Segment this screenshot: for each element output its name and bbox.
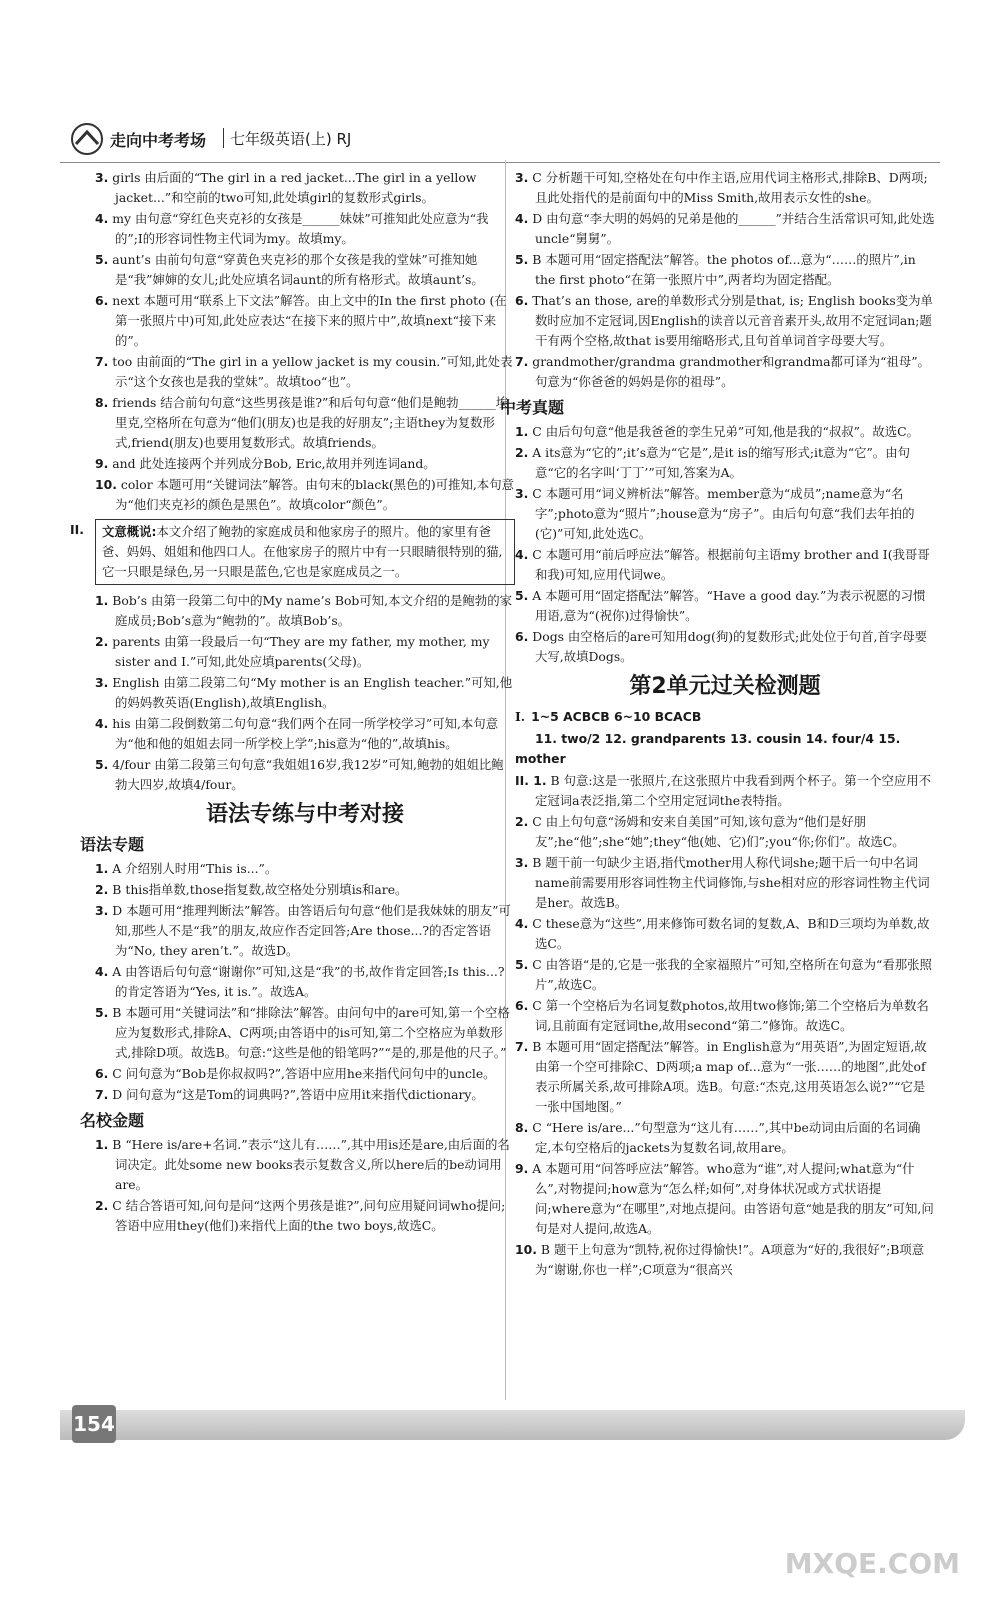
item-text: B 题干前一句缺少主语,指代mother用人称代词she;题干后一句中名词name前需要用形容词性物主代词修饰,与she相对应的形容词性物主代词是her。故选B。 xyxy=(532,855,930,910)
item-text: his 由第二段倒数第二句句意“我们两个在同一所学校学习”可知,本句意为“他和他的姐姐去同一所学校上学”;his意为“他的”,故填his。 xyxy=(112,716,499,751)
item-number: 9. xyxy=(515,1161,529,1176)
item-number: 7. xyxy=(95,1087,109,1102)
exam-list xyxy=(515,422,935,667)
list-item xyxy=(95,454,515,474)
item-text: my 由句意“穿红色夹克衫的女孩是______妹妹”可推知此处应意为“我的”;I的形容词性物主代词为my。故填my。 xyxy=(112,211,489,246)
grammar-subtitle: 语法专题 xyxy=(80,835,145,854)
item-number: 4. xyxy=(95,211,109,226)
item-number: 5. xyxy=(95,1005,109,1020)
item-text: B 本题可用“固定搭配法”解答。in English意为“用英语”,为固定短语,故由第一个空可排除C、D两项;a map of...意为“一张……的地图”,此处of表示所属关系,故可排除A项。选B。句意:“杰克,这用英语怎么说?”“它是一张中国地图。” xyxy=(532,1039,927,1114)
item-text: C 第一个空格后为名词复数photos,故用two修饰;第二个空格后为单数名词,且前面有定冠词the,故用second“第二”修饰。故选C。 xyxy=(532,998,929,1033)
list-item xyxy=(95,1085,515,1105)
item-text: A its意为“它的”;it’s意为“它是”,是it is的缩写形式;it意为“它”。由句意“它的名字叫‘丁丁’”可知,答案为A。 xyxy=(532,445,910,480)
item-text: B “Here is/are+名词.”表示“这儿有……”,其中用is还是are,由后面的名词决定。此处some new books表示复数含义,所以here后的be动词用are。 xyxy=(112,1137,510,1192)
item-number: 2. xyxy=(95,882,109,897)
answer-line xyxy=(515,729,935,769)
item-number: 10. xyxy=(95,477,117,492)
item-text: C 由后句句意“他是我爸爸的孪生兄弟”可知,他是我的“叔叔”。故选C。 xyxy=(532,424,920,439)
watermark: MXQE.COM xyxy=(784,1547,960,1580)
list-item xyxy=(515,1037,935,1117)
item-number: 1. xyxy=(515,424,529,439)
item-text: C 分析题干可知,空格处在句中作主语,应用代词主格形式,排除B、D两项;且此处指代的是前面句中的Miss Smith,故用表示女性的she。 xyxy=(532,170,928,205)
unit-answer-lines xyxy=(515,707,935,769)
school-subtitle: 名校金题 xyxy=(80,1111,145,1130)
list-item xyxy=(515,422,935,442)
grammar-section-title: 语法专练与中考对接 xyxy=(205,802,404,827)
list-item xyxy=(95,352,515,392)
item-text: A 本题可用“问答呼应法”解答。who意为“谁”,对人提问;what意为“什么”,对物提问;how意为“怎么样;如何”,对身体状况或方式状语提问;where意为“在哪里”,对地点提问。由答语句意“她是我的朋友”可知,问句是对人提问,故选A。 xyxy=(532,1161,934,1236)
item-number: 2. xyxy=(95,634,109,649)
item-text: English 由第二段第二句“My mother is an English teacher.”可知,他的妈妈教英语(English),故填English。 xyxy=(112,675,513,710)
item-number: 5. xyxy=(95,757,109,772)
list-item xyxy=(515,484,935,544)
item-text: B 本题可用“固定搭配法”解答。the photos of...意为“……的照片”,in the first photo“在第一张照片中”,两者均为固定搭配。 xyxy=(532,252,916,287)
list-item xyxy=(95,209,515,249)
answer-text: 1~5 ACBCB 6~10 BCACB xyxy=(531,709,702,724)
item-number: 6. xyxy=(95,293,109,308)
answer-list-part2 xyxy=(95,591,515,795)
item-text: aunt’s 由前句句意“穿黄色夹克衫的那个女孩是我的堂妹”可推知她是“我”婶婶的女儿;此处应填名词aunt的所有格形式。故填aunt’s。 xyxy=(112,252,484,287)
list-item xyxy=(515,1159,935,1239)
item-text: A 本题可用“固定搭配法”解答。“Have a good day.”为表示祝愿的习惯用语,意为“(祝你)过得愉快”。 xyxy=(532,588,926,623)
item-text: That’s an those, are的单数形式分别是that, is; English books变为单数时应加不定冠词,因English的读音以元音音素开头,故用不定冠词an;题干有两个空格,故that is要用缩略形式,且句首单词首字母要大写。 xyxy=(532,293,933,348)
item-text: B 题干上句意为“凯特,祝你过得愉快!”。A项意为“好的,我很好”;B项意为“谢谢,你也一样”;C项意为“很高兴 xyxy=(535,1242,925,1277)
item-number: 1. xyxy=(95,1137,109,1152)
item-text: A 介绍别人时用“This is...”。 xyxy=(112,861,278,876)
list-item xyxy=(515,955,935,995)
item-number: 4. xyxy=(515,916,529,931)
summary-box xyxy=(70,519,515,585)
item-text: friends 结合前句句意“这些男孩是谁?”和后句句意“他们是鲍勃______埃里克,空格所在句意为“他们(朋友)也是我的好朋友”;主语they为复数形式,friend(朋友)也要用复数形式。故填friends。 xyxy=(112,395,509,450)
item-text: D 由句意“李大明的妈妈的兄弟是他的______”并结合生活常识可知,此处选uncle“舅舅”。 xyxy=(532,211,935,246)
item-text: B this指单数,those指复数,故空格处分别填is和are。 xyxy=(112,882,408,897)
item-text: Dogs 由空格后的are可知用dog(狗)的复数形式;此处位于句首,首字母要大写,故填Dogs。 xyxy=(532,629,928,664)
left-column xyxy=(70,168,515,1237)
list-item xyxy=(95,591,515,631)
item-text: Bob’s 由第一段第二句中的My name’s Bob可知,本文介绍的是鲍勃的家庭成员;Bob’s意为“鲍勃的”。故填Bob’s。 xyxy=(112,593,512,628)
item-number: 1. xyxy=(95,593,109,608)
answer-list-right xyxy=(515,168,935,392)
page-header xyxy=(60,118,940,163)
answer-line xyxy=(515,707,935,727)
item-number: 4. xyxy=(515,547,529,562)
item-number: 2. xyxy=(515,445,529,460)
item-number: 5. xyxy=(515,588,529,603)
list-item xyxy=(95,755,515,795)
summary-label: 文意概说: xyxy=(102,524,157,539)
item-number: 9. xyxy=(95,456,109,471)
exam-subtitle: 中考真题 xyxy=(500,398,565,417)
list-item xyxy=(515,853,935,913)
list-item xyxy=(95,962,515,1002)
item-text: C these意为“这些”,用来修饰可数名词的复数,A、B和D三项均为单数,故选C。 xyxy=(532,916,930,951)
list-item xyxy=(515,545,935,585)
item-text: C 由答语“是的,它是一张我的全家福照片”可知,空格所在句意为“看那张照片”,故选C。 xyxy=(532,957,932,992)
item-number: 5. xyxy=(95,252,109,267)
item-text: parents 由第一段最后一句“They are my father, my mother, my sister and I.”可知,此处应填parents(父母)。 xyxy=(112,634,490,669)
item-number: 2. xyxy=(95,1198,109,1213)
item-text: C 问句意为“Bob是你叔叔吗?”,答语中应用he来指代问句中的uncle。 xyxy=(112,1066,496,1081)
list-item xyxy=(95,1135,515,1195)
page-number: 154 xyxy=(72,1405,116,1443)
list-item xyxy=(515,168,935,208)
item-text: girls 由后面的“The girl in a red jacket...The girl in a yellow jacket...”和空前的two可知,此处填girl的复数形式girls。 xyxy=(112,170,477,205)
list-item xyxy=(515,812,935,852)
list-item xyxy=(515,1240,935,1280)
item-number: 6. xyxy=(515,293,529,308)
list-item xyxy=(515,291,935,351)
footer-bar xyxy=(60,1410,965,1440)
item-text: 4/four 由第二段第三句句意“我姐姐16岁,我12岁”可知,鲍勃的姐姐比鲍勃大四岁,故填4/four。 xyxy=(112,757,504,792)
item-number: II. 1. xyxy=(515,773,547,788)
list-item xyxy=(515,1118,935,1158)
item-text: D 问句意为“这是Tom的词典吗?”,答语中应用it来指代dictionary。 xyxy=(112,1087,484,1102)
list-item xyxy=(95,168,515,208)
list-item xyxy=(515,209,935,249)
list-item xyxy=(95,250,515,290)
list-item xyxy=(515,996,935,1036)
item-number: 4. xyxy=(515,211,529,226)
header-separator xyxy=(223,128,224,148)
book-subtitle: 七年级英语(上) RJ xyxy=(230,130,352,148)
item-number: 3. xyxy=(95,170,109,185)
item-text: C 本题可用“词义辨析法”解答。member意为“成员”;name意为“名字”;photo意为“照片”;house意为“房子”。由后句句意“我们去年拍的(它)”可知,此处选C。 xyxy=(532,486,915,541)
item-number: 4. xyxy=(95,716,109,731)
item-text: C 结合答语可知,问句是问“这两个男孩是谁?”,问句应用疑问词who提问;答语中应用they(他们)来指代上面的the two boys,故选C。 xyxy=(112,1198,506,1233)
list-item xyxy=(515,914,935,954)
item-text: A 由答语后句句意“谢谢你”可知,这是“我”的书,故作肯定回答;Is this...?的肯定答语为“Yes, it is.”。故选A。 xyxy=(112,964,505,999)
item-number: 5. xyxy=(515,957,529,972)
item-number: 7. xyxy=(515,354,529,369)
roman-numeral: I. xyxy=(515,709,526,724)
school-list xyxy=(95,1135,515,1236)
item-number: 5. xyxy=(515,252,529,267)
list-item xyxy=(95,393,515,453)
list-item xyxy=(95,291,515,351)
item-text: C 本题可用“前后呼应法”解答。根据前句主语my brother and I(我哥哥和我)可知,应用代词we。 xyxy=(532,547,930,582)
item-number: 7. xyxy=(515,1039,529,1054)
list-item xyxy=(515,352,935,392)
item-number: 3. xyxy=(515,486,529,501)
item-number: 3. xyxy=(515,855,529,870)
list-item xyxy=(515,586,935,626)
book-title: 走向中考考场 xyxy=(110,131,207,150)
list-item xyxy=(515,250,935,290)
list-item xyxy=(95,1196,515,1236)
item-number: 3. xyxy=(515,170,529,185)
item-text: B 句意:这是一张照片,在这张照片中我看到两个杯子。第一个空应用不定冠词a表泛指,第二个空用定冠词the表特指。 xyxy=(535,773,932,808)
list-item xyxy=(95,1064,515,1084)
item-text: C 由上句句意“汤姆和安来自美国”可知,该句意为“他们是好朋友”;he“他”;she“她”;they“他(她、它)们”;you“你;你们”。故选C。 xyxy=(532,814,905,849)
grammar-list xyxy=(95,859,515,1105)
item-text: next 本题可用“联系上下文法”解答。由上文中的In the first photo (在第一张照片中)可知,此处应表达“在接下来的照片中”,故填next“接下来的”。 xyxy=(112,293,507,348)
item-number: 2. xyxy=(515,814,529,829)
item-number: 4. xyxy=(95,964,109,979)
item-number: 6. xyxy=(515,998,529,1013)
list-item xyxy=(515,627,935,667)
item-number: 6. xyxy=(515,629,529,644)
item-number: 1. xyxy=(95,861,109,876)
list-item xyxy=(95,673,515,713)
list-item xyxy=(95,901,515,961)
item-number: 7. xyxy=(95,354,109,369)
roman-numeral: II. xyxy=(70,522,84,537)
unit-list xyxy=(515,771,935,1280)
item-number: 8. xyxy=(95,395,109,410)
item-number: 10. xyxy=(515,1242,537,1257)
list-item xyxy=(95,1003,515,1063)
list-item xyxy=(95,632,515,672)
item-text: too 由前面的“The girl in a yellow jacket is my cousin.”可知,此处表示“这个女孩也是我的堂妹”。故填too“也”。 xyxy=(112,354,513,389)
list-item xyxy=(95,714,515,754)
item-text: B 本题可用“关键词法”和“排除法”解答。由问句中的are可知,第一个空格应为复数形式,排除A、C两项;由答语中的is可知,第二个空格应为单数形式,排除D项。故选B。句意:“这些是他的铅笔吗?”“是的,那是他的尺子。” xyxy=(112,1005,510,1060)
answer-text: 11. two/2 12. grandparents 13. cousin 14. four/4 15. mother xyxy=(515,731,901,766)
item-text: C “Here is/are...”句型意为“这儿有……”,其中be动词由后面的名词确定,本句空格后的jackets为复数名词,故用are。 xyxy=(532,1120,921,1155)
item-number: 8. xyxy=(515,1120,529,1135)
item-text: grandmother/grandma grandmother和grandma都可译为“祖母”。句意为“你爸爸的妈妈是你的祖母”。 xyxy=(532,354,930,389)
list-item xyxy=(515,771,935,811)
list-item xyxy=(95,880,515,900)
item-number: 3. xyxy=(95,675,109,690)
summary-text: 本文介绍了鲍勃的家庭成员和他家房子的照片。他的家里有爸爸、妈妈、姐姐和他四口人。在他家房子的照片中有一只眼睛很特别的猫,它一只眼是绿色,另一只眼是蓝色,它也是家庭成员之一。 xyxy=(102,524,503,579)
item-text: and 此处连接两个并列成分Bob, Eric,故用并列连词and。 xyxy=(112,456,436,471)
list-item xyxy=(95,859,515,879)
answer-list-part1 xyxy=(95,168,515,515)
list-item xyxy=(515,443,935,483)
logo-icon xyxy=(70,122,104,156)
unit-test-title: 第2单元过关检测题 xyxy=(629,674,821,699)
item-number: 3. xyxy=(95,903,109,918)
list-item xyxy=(95,475,515,515)
right-column xyxy=(500,168,935,1281)
item-number: 6. xyxy=(95,1066,109,1081)
item-text: D 本题可用“推理判断法”解答。由答语后句句意“他们是我妹妹的朋友”可知,那些人不是“我”的朋友,故应作否定回答;Are those...?的否定答语为“No, they aren’t.”。故选D。 xyxy=(112,903,511,958)
item-text: color 本题可用“关键词法”解答。由句末的black(黑色的)可推知,本句意为“他们夹克衫的颜色是黑色”。故填color“颜色”。 xyxy=(115,477,514,512)
